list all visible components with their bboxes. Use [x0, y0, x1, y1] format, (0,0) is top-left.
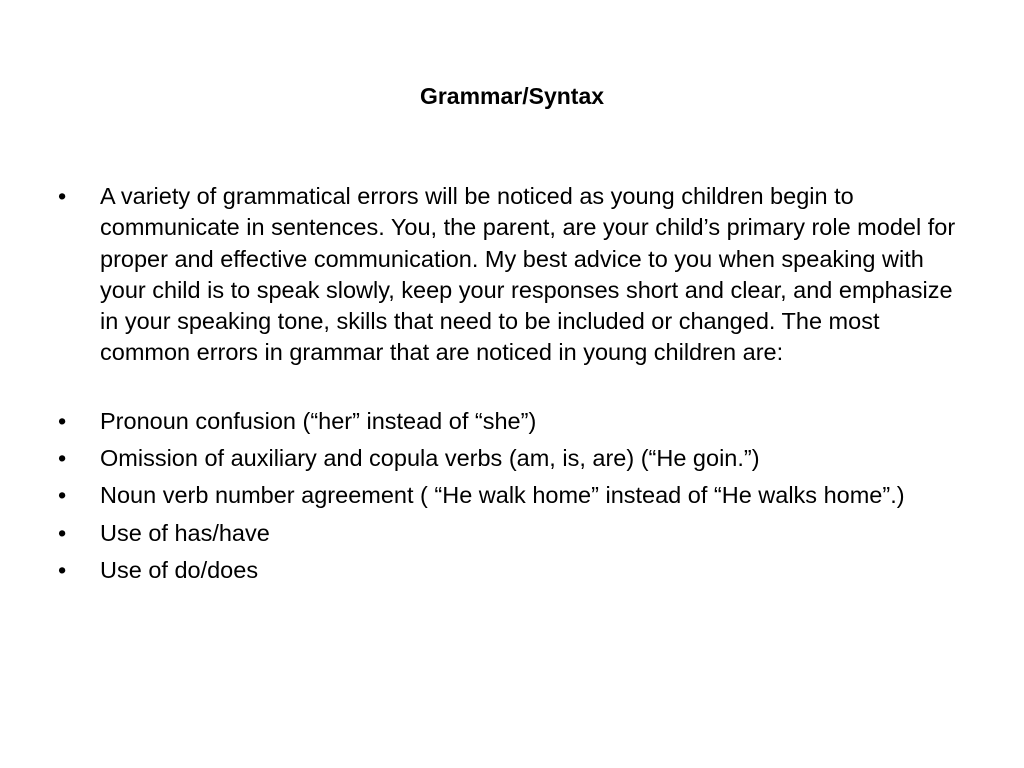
- bullet-icon: •: [58, 183, 67, 209]
- bullet-item: [58, 443, 970, 474]
- bullet-text-agreement: Noun verb number agreement ( “He walk home” instead of “He walks home”.): [100, 482, 905, 509]
- bullet-icon: •: [58, 482, 67, 509]
- slide-title: Grammar/Syntax: [419, 83, 605, 109]
- bullet-icon: •: [58, 445, 67, 472]
- bullet-text-pronoun: Pronoun confusion (“her” instead of “she”): [100, 407, 537, 434]
- bullet-text-omission: Omission of auxiliary and copula verbs (am, is, are) (“He goin.”): [100, 445, 760, 472]
- bullet-icon: •: [58, 556, 67, 583]
- bullet-icon: •: [58, 407, 67, 434]
- bullet-item: [58, 518, 970, 549]
- bullet-item: [58, 480, 970, 511]
- bullet-list: [58, 181, 970, 592]
- bullet-icon: •: [58, 519, 67, 546]
- bullet-text-has-have: Use of has/have: [100, 519, 270, 546]
- bullet-item: [58, 181, 970, 369]
- bullet-text-intro: A variety of grammatical errors will be noticed as young children begin to communicate in sentences. You, the parent, are your child’s primary role model for proper and effective communication. My best advice to you when speaking with your child is to speak slowly, keep your responses short and clear, and emphasize in your speaking tone, skills that need to be included or changed. The most common errors in grammar that are noticed in young children are:: [100, 183, 956, 366]
- bullet-text-do-does: Use of do/does: [100, 556, 259, 583]
- bullet-item: [58, 406, 970, 437]
- bullet-item: [58, 555, 970, 586]
